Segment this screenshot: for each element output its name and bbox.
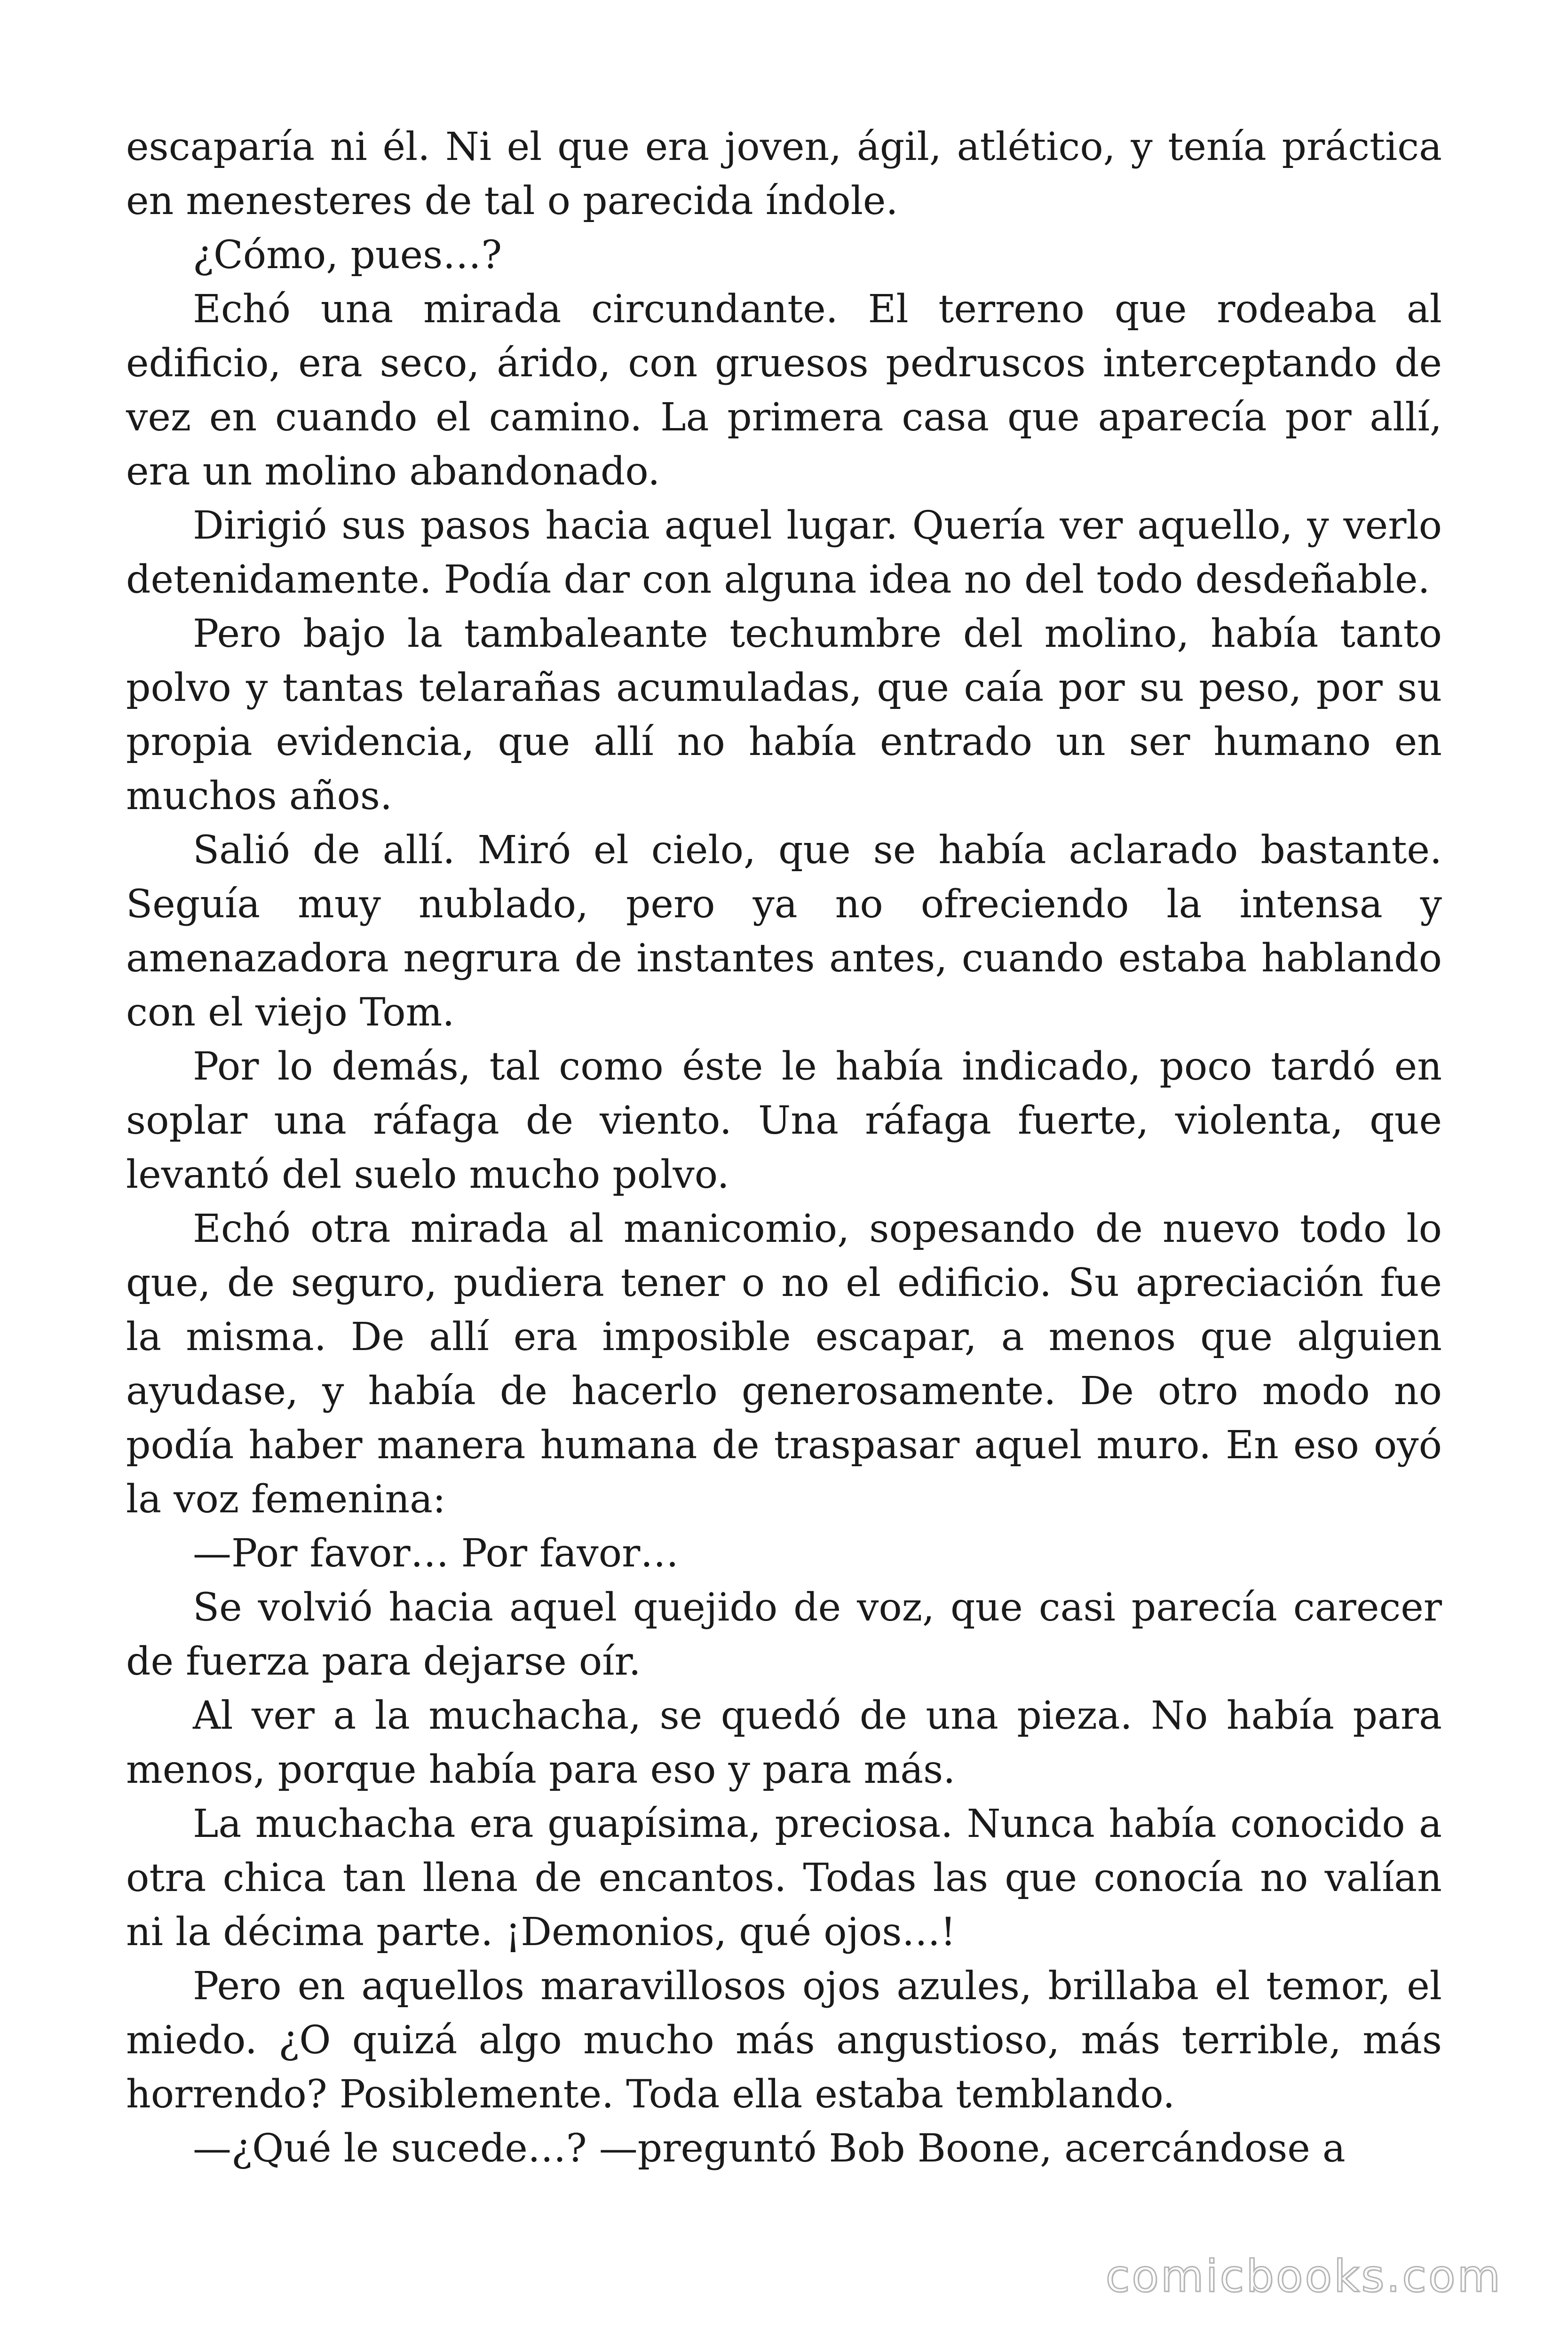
- paragraph: Pero bajo la tambaleante techumbre del molino, había tanto polvo y tantas telarañas acumuladas, que caía por su peso, por su propia evidencia, que allí no había entrado un ser humano en muchos años.: [126, 612, 1442, 818]
- paragraph: Se volvió hacia aquel quejido de voz, que casi parecía carecer de fuerza para dejarse oír.: [126, 1585, 1442, 1684]
- paragraph: ¿Cómo, pues…?: [193, 233, 502, 278]
- watermark-text: comicbooks.com: [1105, 2251, 1502, 2302]
- paragraph: Echó otra mirada al manicomio, sopesando de nuevo todo lo que, de seguro, pudiera tener o no el edificio. Su apreciación fue la misma. De allí era imposible escapar, a menos que alguien ayudase, y había de hacerlo generosamente. De otro modo no podía haber manera humana de traspasar aquel muro. En eso oyó la voz femenina:: [126, 1207, 1442, 1522]
- paragraph: Al ver a la muchacha, se quedó de una pieza. No había para menos, porque había para eso y para más.: [126, 1693, 1442, 1792]
- paragraph: Por lo demás, tal como éste le había indicado, poco tardó en soplar una ráfaga de viento. Una ráfaga fuerte, violenta, que levantó del suelo mucho polvo.: [126, 1044, 1442, 1197]
- dialogue-line: —¿Qué le sucede…? —preguntó Bob Boone, acercándose a: [193, 2126, 1346, 2171]
- paragraph: Dirigió sus pasos hacia aquel lugar. Quería ver aquello, y verlo detenidamente. Podía dar con alguna idea no del todo desdeñable.: [126, 503, 1442, 602]
- paragraph-continuation: escaparía ni él. Ni el que era joven, ágil, atlético, y tenía práctica en menesteres de tal o parecida índole.: [126, 125, 1442, 223]
- dialogue-line: —Por favor… Por favor…: [193, 1531, 679, 1576]
- paragraph: La muchacha era guapísima, preciosa. Nunca había conocido a otra chica tan llena de encantos. Todas las que conocía no valían ni la décima parte. ¡Demonios, qué ojos…!: [126, 1802, 1442, 1955]
- paragraph: Pero en aquellos maravillosos ojos azules, brillaba el temor, el miedo. ¿O quizá algo mucho más angustioso, más terrible, más horrendo? Posiblemente. Toda ella estaba temblando.: [126, 1964, 1442, 2117]
- body-text: [126, 120, 1442, 2176]
- paragraph: Salió de allí. Miró el cielo, que se había aclarado bastante. Seguía muy nublado, pero ya no ofreciendo la intensa y amenazadora negrura de instantes antes, cuando estaba hablando con el viejo Tom.: [126, 828, 1442, 1035]
- paragraph: Echó una mirada circundante. El terreno que rodeaba al edificio, era seco, árido, con gruesos pedruscos interceptando de vez en cuando el camino. La primera casa que aparecía por allí, era un molino abandonado.: [126, 287, 1442, 494]
